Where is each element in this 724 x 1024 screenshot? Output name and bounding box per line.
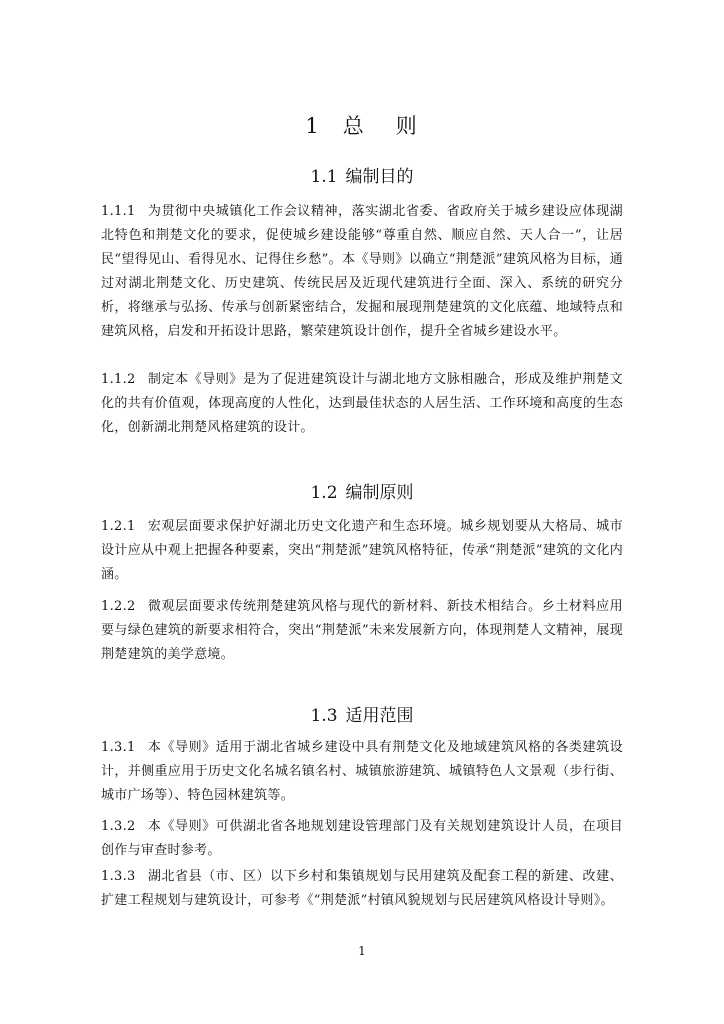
paragraph-1-2-1 bbox=[101, 515, 623, 587]
paragraph-number: 1.3.1 bbox=[101, 740, 136, 755]
paragraph-1-3-1 bbox=[101, 736, 623, 808]
paragraph-text: 制定本《导则》是为了促进建筑设计与湖北地方文脉相融合，形成及维护荆楚文化的共有价值观，体现高度的人性化，达到最佳状态的人居生活、工作环境和高度的生态化，创新湖北荆楚风格建筑的设计。 bbox=[101, 372, 623, 435]
paragraph-number: 1.2.2 bbox=[101, 599, 136, 614]
chapter-title-word-1: 总 bbox=[342, 114, 366, 138]
paragraph-text: 湖北省县（市、区）以下乡村和集镇规划与民用建筑及配套工程的新建、改建、扩建工程规划与建筑设计，可参考《“荆楚派”村镇风貌规划与民居建筑风格设计导则》。 bbox=[101, 869, 623, 908]
chapter-title bbox=[0, 112, 724, 140]
section-title-1-2 bbox=[0, 481, 724, 505]
paragraph-number: 1.1.2 bbox=[101, 372, 136, 387]
chapter-title-word-2: 则 bbox=[395, 114, 419, 138]
paragraph-1-1-1 bbox=[101, 200, 623, 344]
section-title-text: 适用范围 bbox=[345, 706, 414, 726]
paragraph-number: 1.3.3 bbox=[101, 869, 136, 884]
section-title-text: 编制原则 bbox=[345, 483, 414, 503]
paragraph-text: 本《导则》适用于湖北省城乡建设中具有荆楚文化及地域建筑风格的各类建筑设计，并侧重应用于历史文化名城名镇名村、城镇旅游建筑、城镇特色人文景观（步行街、城市广场等）、特色园林建筑等。 bbox=[101, 740, 623, 803]
section-title-text: 编制目的 bbox=[345, 167, 414, 187]
page-number: 1 bbox=[358, 944, 366, 958]
chapter-number: 1 bbox=[305, 114, 321, 138]
section-number: 1.3 bbox=[310, 706, 338, 726]
section-title-1-3 bbox=[0, 704, 724, 728]
paragraph-text: 微观层面要求传统荆楚建筑风格与现代的新材料、新技术相结合。乡土材料应用要与绿色建筑的新要求相符合，突出“荆楚派”未来发展新方向，体现荆楚人文精神，展现荆楚建筑的美学意境。 bbox=[101, 599, 623, 662]
paragraph-1-2-2 bbox=[101, 595, 623, 667]
section-number: 1.2 bbox=[310, 483, 338, 503]
paragraph-text: 宏观层面要求保护好湖北历史文化遗产和生态环境。城乡规划要从大格局、城市设计应从中观上把握各种要素，突出“荆楚派”建筑风格特征，传承“荆楚派”建筑的文化内涵。 bbox=[101, 519, 623, 582]
paragraph-number: 1.2.1 bbox=[101, 519, 136, 534]
paragraph-1-1-2 bbox=[101, 368, 623, 440]
paragraph-text: 本《导则》可供湖北省各地规划建设管理部门及有关规划建筑设计人员，在项目创作与审查时参考。 bbox=[101, 819, 623, 858]
paragraph-1-3-2 bbox=[101, 815, 623, 863]
paragraph-number: 1.1.1 bbox=[101, 204, 136, 219]
paragraph-number: 1.3.2 bbox=[101, 819, 136, 834]
section-number: 1.1 bbox=[310, 167, 338, 187]
paragraph-1-3-3 bbox=[101, 865, 623, 913]
paragraph-text: 为贯彻中央城镇化工作会议精神，落实湖北省委、省政府关于城乡建设应体现湖北特色和荆楚文化的要求，促使城乡建设能够“尊重自然、顺应自然、天人合一”，让居民“望得见山、看得见水、记得住乡愁”。本《导则》以确立“荆楚派”建筑风格为目标，通过对湖北荆楚文化、历史建筑、传统民居及近现代建筑进行全面、深入、系统的研究分析，将继承与弘扬、传承与创新紧密结合，发掘和展现荆楚建筑的文化底蕴、地域特点和建筑风格，启发和开拓设计思路，繁荣建筑设计创作，提升全省城乡建设水平。 bbox=[101, 204, 623, 339]
section-title-1-1 bbox=[0, 165, 724, 189]
